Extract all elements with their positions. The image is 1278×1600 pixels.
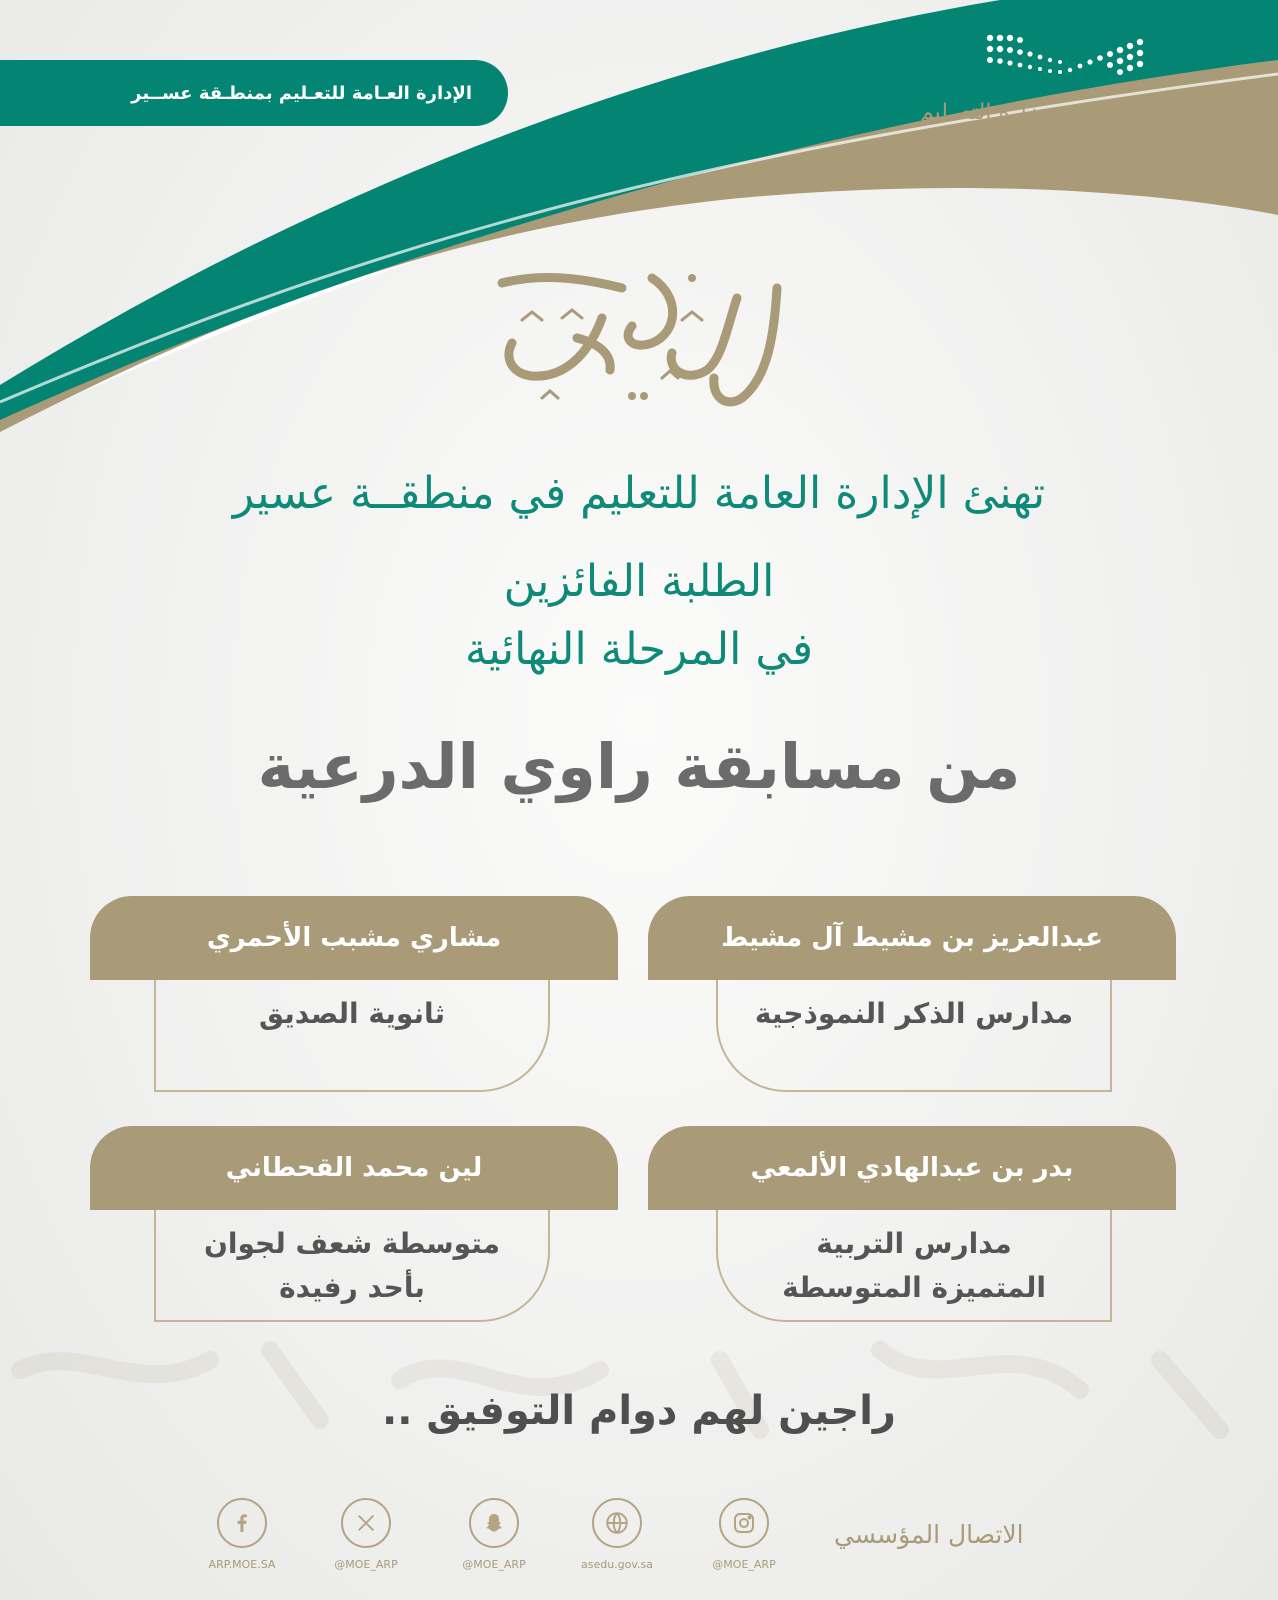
winner-school: مدارس الذكر النموذجية bbox=[754, 997, 1074, 1030]
winner-name: عبدالعزيز بن مشيط آل مشيط bbox=[721, 923, 1103, 953]
announcement-line-2: الطلبة الفائزين bbox=[503, 556, 775, 607]
tahnia-calligraphy bbox=[482, 258, 792, 418]
winner-card bbox=[648, 1126, 1176, 1304]
winner-school-box bbox=[716, 980, 1112, 1092]
tahnia-text: تهنئة bbox=[636, 408, 638, 409]
x-icon[interactable] bbox=[341, 1498, 391, 1548]
winner-school-box bbox=[154, 980, 550, 1092]
winner-school: ثانوية الصديق bbox=[259, 997, 445, 1030]
winner-school-box bbox=[716, 1210, 1112, 1322]
winner-name: بدر بن عبدالهادي الألمعي bbox=[750, 1153, 1074, 1183]
winner-school: متوسطة شعف لجوان بأحد رفيدة bbox=[203, 1227, 501, 1304]
closing-message: راجين لهم دوام التوفيق .. bbox=[382, 1388, 896, 1434]
winner-name-bar bbox=[90, 896, 618, 980]
winner-name-bar bbox=[648, 1126, 1176, 1210]
announcement-line-3: في المرحلة النهائية bbox=[464, 624, 814, 675]
social-handle: @MOE_ARP bbox=[334, 1558, 398, 1571]
social-x[interactable] bbox=[311, 1498, 421, 1571]
social-instagram[interactable] bbox=[689, 1498, 799, 1571]
announcement-line-1: تهنئ الإدارة العامة للتعليم في منطقــة عسير bbox=[232, 468, 1046, 519]
department-label: الإدارة العـامة للتعـليم بمنطـقة عســير bbox=[131, 82, 472, 104]
social-handle: @MOE_ARP bbox=[462, 1558, 526, 1571]
snapchat-icon[interactable] bbox=[469, 1498, 519, 1548]
winner-name: مشاري مشبب الأحمري bbox=[206, 923, 502, 953]
ministry-logo bbox=[896, 32, 1156, 162]
winner-card bbox=[90, 1126, 618, 1304]
social-snapchat[interactable] bbox=[439, 1498, 549, 1571]
instagram-icon[interactable] bbox=[719, 1498, 769, 1548]
winner-name-bar bbox=[90, 1126, 618, 1210]
facebook-icon[interactable] bbox=[217, 1498, 267, 1548]
winner-name: لين محمد القحطاني bbox=[225, 1153, 483, 1183]
ministry-name-en: Ministry of Education bbox=[908, 134, 1067, 152]
corporate-communication-label: الاتصال المؤسسي bbox=[834, 1520, 1024, 1549]
ministry-name-ar: وزارة التعــليم bbox=[919, 100, 1048, 125]
website-icon[interactable] bbox=[592, 1498, 642, 1548]
social-handle: asedu.gov.sa bbox=[580, 1558, 654, 1571]
social-website[interactable] bbox=[562, 1498, 672, 1571]
social-facebook[interactable] bbox=[187, 1498, 297, 1571]
ministry-emblem-icon bbox=[984, 32, 1154, 82]
winner-card bbox=[648, 896, 1176, 1030]
winner-school: مدارس التربية المتميزة المتوسطة bbox=[782, 1227, 1046, 1304]
social-handle: ARP.MOE.SA bbox=[208, 1558, 276, 1571]
winner-school-box bbox=[154, 1210, 550, 1322]
social-handle: @MOE_ARP bbox=[712, 1558, 776, 1571]
winner-name-bar bbox=[648, 896, 1176, 980]
winner-card bbox=[90, 896, 618, 1030]
competition-title: من مسابقة راوي الدرعية bbox=[257, 730, 1021, 803]
department-pill bbox=[0, 60, 508, 126]
